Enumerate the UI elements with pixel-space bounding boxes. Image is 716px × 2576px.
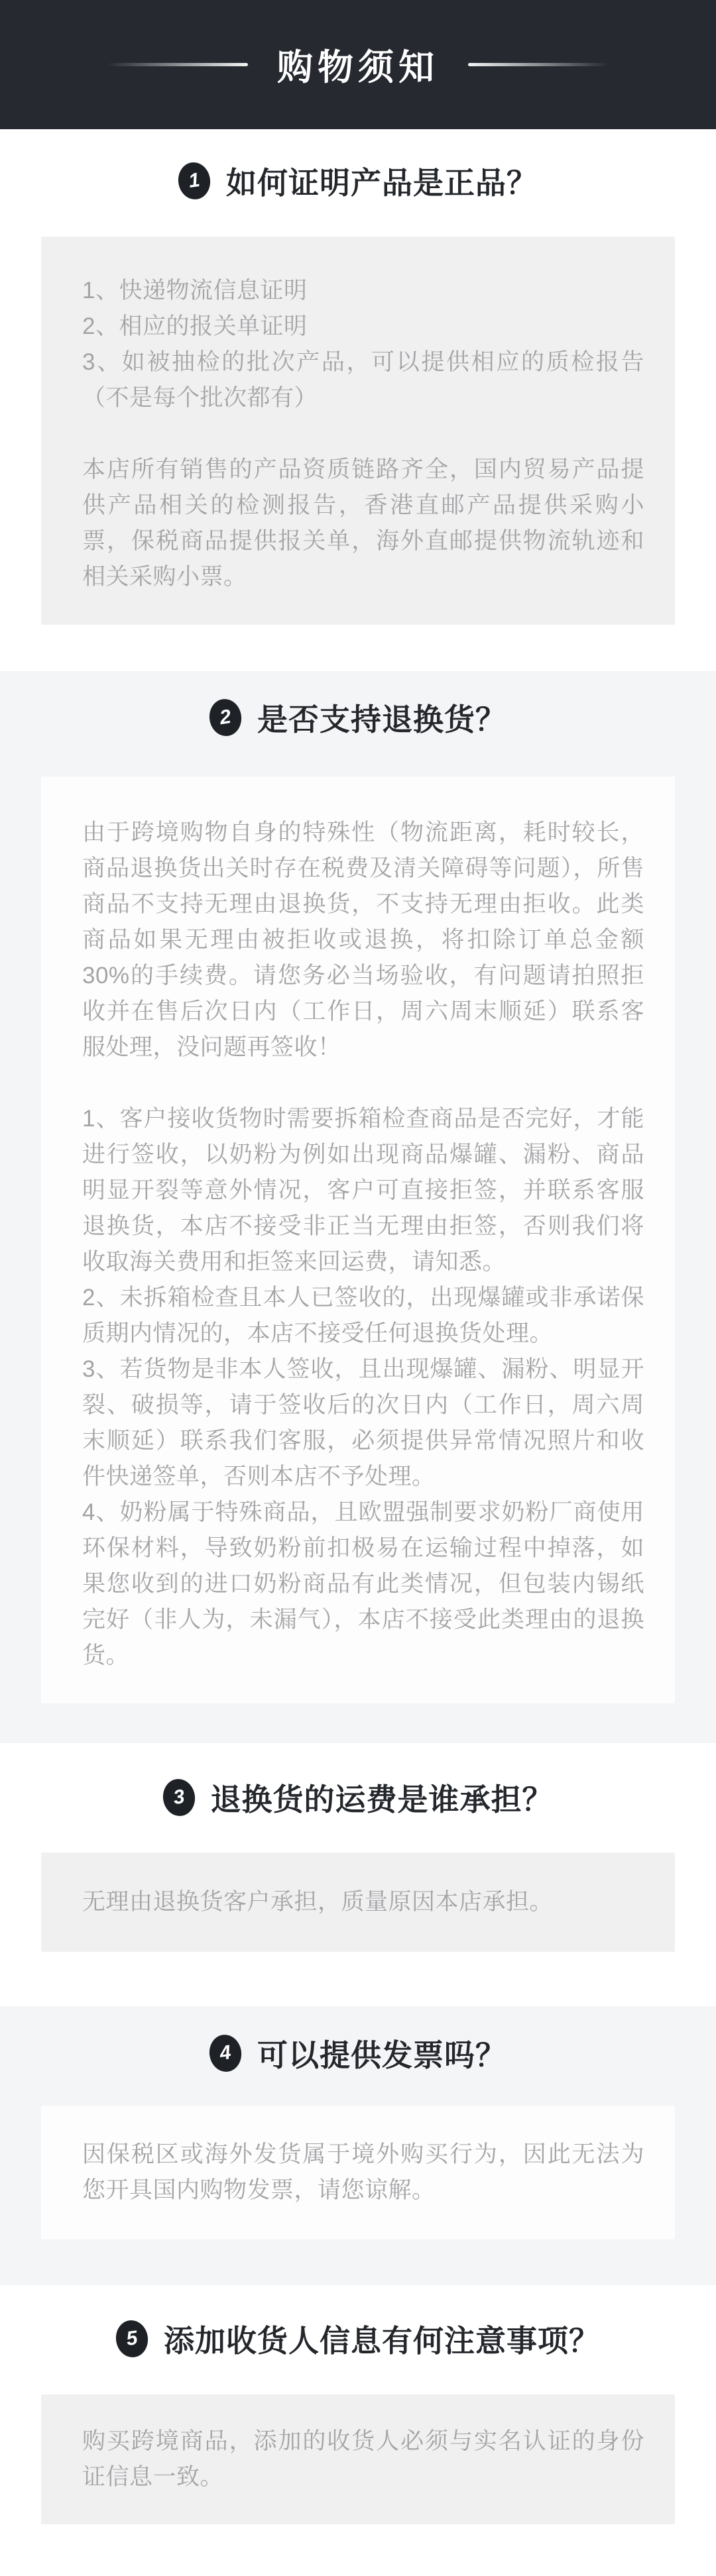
body-paragraph: 1、快递物流信息证明 bbox=[82, 278, 308, 303]
section-recipient-info bbox=[0, 2312, 716, 2524]
section-title: 退换货的运费是谁承担？ bbox=[210, 1782, 554, 1817]
section-heading bbox=[0, 691, 716, 744]
section-body-box bbox=[41, 777, 675, 1703]
body-paragraph: 4、奶粉属于特殊商品，且欧盟强制要求奶粉厂商使用环保材料，导致奶粉前扣极易在运输过程中掉落，如果您收到的进口奶粉商品有此类情况，但包装内锡纸完好（非人为，未漏气），本店不接受此类理由的退换货。 bbox=[82, 1499, 644, 1668]
section-title: 可以提供发票吗？ bbox=[257, 2038, 507, 2072]
section-number-badge: 3 bbox=[160, 1777, 197, 1818]
section-title: 添加收货人信息有何注意事项？ bbox=[164, 2324, 600, 2358]
section-body-box bbox=[41, 1852, 675, 1952]
section-heading bbox=[0, 2312, 716, 2365]
decorative-line-left-icon bbox=[107, 63, 248, 66]
body-paragraph: 3、如被抽检的批次产品，可以提供相应的质检报告（不是每个批次都有） bbox=[82, 349, 644, 411]
section-number-badge: 5 bbox=[113, 2318, 150, 2359]
section-heading bbox=[0, 154, 716, 207]
section-title: 是否支持退换货？ bbox=[257, 702, 507, 737]
decorative-line-right-icon bbox=[468, 63, 609, 66]
body-paragraph: 2、相应的报关单证明 bbox=[82, 313, 308, 339]
page-header bbox=[0, 0, 716, 129]
section-body-box bbox=[41, 2106, 675, 2239]
section-returns bbox=[0, 671, 716, 1743]
section-number-badge: 1 bbox=[176, 160, 212, 201]
section-number-badge: 2 bbox=[207, 697, 243, 738]
section-shipping-fee bbox=[0, 1771, 716, 1952]
body-paragraph: 无理由退换货客户承担，质量原因本店承担。 bbox=[82, 1889, 554, 1915]
section-body-box bbox=[41, 2394, 675, 2524]
body-paragraph: 购买跨境商品，添加的收货人必须与实名认证的身份证信息一致。 bbox=[82, 2428, 644, 2490]
section-authenticity bbox=[0, 154, 716, 625]
body-paragraph: 1、客户接收货物时需要拆箱检查商品是否完好，才能进行签收，以奶粉为例如出现商品爆罐、漏粉、商品明显开裂等意外情况，客户可直接拒签，并联系客服退换货，本店不接受非正当无理由拒签，否则我们将收取海关费用和拒签来回运费，请知悉。 bbox=[82, 1106, 644, 1275]
page-title: 购物须知 bbox=[277, 48, 439, 87]
body-paragraph-spacer bbox=[82, 1065, 644, 1101]
section-heading bbox=[0, 1771, 716, 1824]
body-paragraph: 3、若货物是非本人签收，且出现爆罐、漏粉、明显开裂、破损等，请于签收后的次日内（工作日，周六周末顺延）联系我们客服，必须提供异常情况照片和收件快递签单，否则本店不予处理。 bbox=[82, 1356, 644, 1489]
section-title: 如何证明产品是正品？ bbox=[226, 166, 538, 200]
body-paragraph-spacer bbox=[82, 416, 644, 452]
body-paragraph: 本店所有销售的产品资质链路齐全，国内贸易产品提供产品相关的检测报告，香港直邮产品提供采购小票，保税商品提供报关单，海外直邮提供物流轨迹和相关采购小票。 bbox=[82, 456, 644, 590]
body-paragraph: 因保税区或海外发货属于境外购买行为，因此无法为您开具国内购物发票，请您谅解。 bbox=[82, 2141, 644, 2203]
section-body-box bbox=[41, 237, 675, 625]
section-heading bbox=[0, 2027, 716, 2080]
body-paragraph: 2、未拆箱检查且本人已签收的，出现爆罐或非承诺保质期内情况的，本店不接受任何退换货处理。 bbox=[82, 1285, 644, 1346]
section-number-badge: 4 bbox=[207, 2033, 243, 2074]
section-invoice bbox=[0, 2006, 716, 2285]
body-paragraph: 由于跨境购物自身的特殊性（物流距离，耗时较长，商品退换货出关时存在税费及清关障碍等问题），所售商品不支持无理由退换货，不支持无理由拒收。此类商品如果无理由被拒收或退换，将扣除订单总金额30%的手续费。请您务必当场验收，有问题请拍照拒收并在售后次日内（工作日，周六周末顺延）联系客服处理，没问题再签收！ bbox=[82, 820, 644, 1060]
